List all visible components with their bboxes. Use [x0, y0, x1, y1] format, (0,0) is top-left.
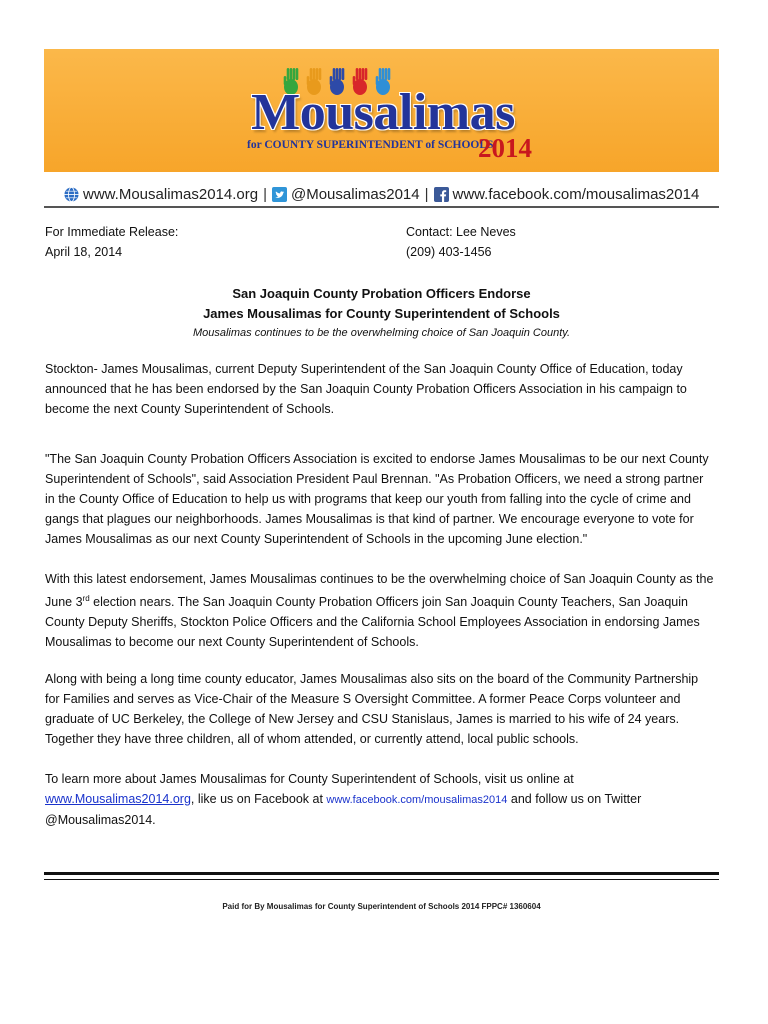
logo-name: Mousalimas — [251, 84, 515, 141]
facebook-icon — [434, 187, 449, 202]
paragraph-line: in the County Office of Education to help us with programs that keep our youth from falling into the cycle of crime and — [45, 492, 691, 506]
footer-divider-thin — [44, 879, 719, 880]
social-website[interactable]: www.Mousalimas2014.org — [83, 185, 259, 203]
paragraph-line: become the next County Superintendent of Schools. — [45, 402, 335, 416]
line-text: election nears. The San Joaquin County Probation Officers join San Joaquin County Teachers, San Joaquin — [89, 595, 688, 610]
headline-line-2: James Mousalimas for County Superintendent of Schools — [203, 306, 560, 321]
paragraph-3 — [45, 569, 725, 652]
paragraph-line: Along with being a long time county educator, James Mousalimas also sits on the board of the Community Partnership — [45, 672, 699, 686]
social-facebook[interactable]: www.facebook.com/mousalimas2014 — [452, 185, 700, 203]
paragraph-line: for Families and serves as Vice-Chair of the Measure S Oversight Committee. A former Peace Corps volunteer and — [45, 692, 681, 706]
globe-icon — [64, 187, 79, 202]
footer-divider-thick — [44, 872, 719, 875]
paragraph-line: "The San Joaquin County Probation Officers Association is excited to endorse James Mousalimas to be our next County — [45, 452, 709, 466]
paragraph-line: Superintendent of Schools", said Association President Paul Brennan. "As Probation Officers, we need a strong partner — [45, 472, 704, 486]
headline-line-1: San Joaquin County Probation Officers Endorse — [232, 286, 531, 301]
paragraph-line: James Mousalimas as our next County Superintendent of Schools in the upcoming June election." — [45, 532, 588, 546]
paragraph-5 — [45, 769, 725, 830]
headline-subline: Mousalimas continues to be the overwhelming choice of San Joaquin County. — [192, 327, 571, 339]
paragraph-line: To learn more about James Mousalimas for County Superintendent of Schools, visit us online at — [45, 772, 574, 786]
social-separator: | — [263, 185, 267, 203]
paragraph-line: With this latest endorsement, James Mousalimas continues to be the overwhelming choice of San Joaquin County as the — [45, 572, 714, 586]
headline — [44, 284, 719, 324]
social-bar — [64, 181, 709, 207]
release-date: April 18, 2014 — [45, 245, 123, 259]
paragraph-line: Mousalimas to become our next County Superintendent of Schools. — [45, 635, 419, 650]
contact-info — [406, 222, 516, 262]
paragraph-line: gangs that plagues our neighborhoods. James Mousalimas is that kind of partner. We encourage everyone to vote for — [45, 512, 694, 526]
logo-subtitle: for COUNTY SUPERINTENDENT of SCHOOLS — [247, 139, 494, 151]
facebook-link[interactable]: www.facebook.com/mousalimas2014 — [326, 794, 508, 806]
contact-name: Contact: Lee Neves — [406, 225, 516, 239]
ordinal-suffix: rd — [82, 594, 90, 603]
paid-for-disclaimer: Paid for By Mousalimas for County Superintendent of Schools 2014 FPPC# 1360604 — [222, 902, 541, 911]
line-text: , like us on Facebook at — [190, 792, 327, 806]
paragraph-2 — [45, 449, 725, 549]
paragraph-line: announced that he has been endorsed by the San Joaquin County Probation Officers Association in his campaign to — [45, 382, 687, 396]
paragraph-line: Together they have three children, all of whom attended, or currently attend, local public schools. — [45, 732, 579, 746]
paragraph-4 — [45, 669, 725, 749]
social-twitter[interactable]: @Mousalimas2014 — [290, 185, 420, 203]
paragraph-line: County Deputy Sheriffs, Stockton Police Officers and the California School Employees Association in endorsing James — [45, 615, 700, 630]
date-text: June 3 — [45, 595, 83, 610]
paragraph-line: @Mousalimas2014. — [45, 813, 156, 827]
twitter-icon — [272, 187, 287, 202]
release-info — [45, 222, 178, 262]
release-label: For Immediate Release: — [45, 225, 179, 239]
paragraph-line — [45, 789, 725, 810]
paragraph-1 — [45, 359, 725, 419]
logo-year: 2014 — [478, 133, 532, 163]
paragraph-line: Stockton- James Mousalimas, current Deputy Superintendent of the San Joaquin County Office of Education, today — [45, 362, 683, 376]
paragraph-line — [45, 589, 725, 612]
header-divider — [44, 206, 719, 208]
paragraph-line: graduate of UC Berkeley, the College of New Jersey and CSU Stanislaus, James is married to his wife of 24 years. — [45, 712, 680, 726]
line-text: and follow us on Twitter — [507, 792, 642, 806]
social-separator: | — [424, 185, 429, 203]
website-link[interactable]: www.Mousalimas2014.org — [45, 792, 191, 806]
contact-phone: (209) 403-1456 — [406, 245, 492, 259]
